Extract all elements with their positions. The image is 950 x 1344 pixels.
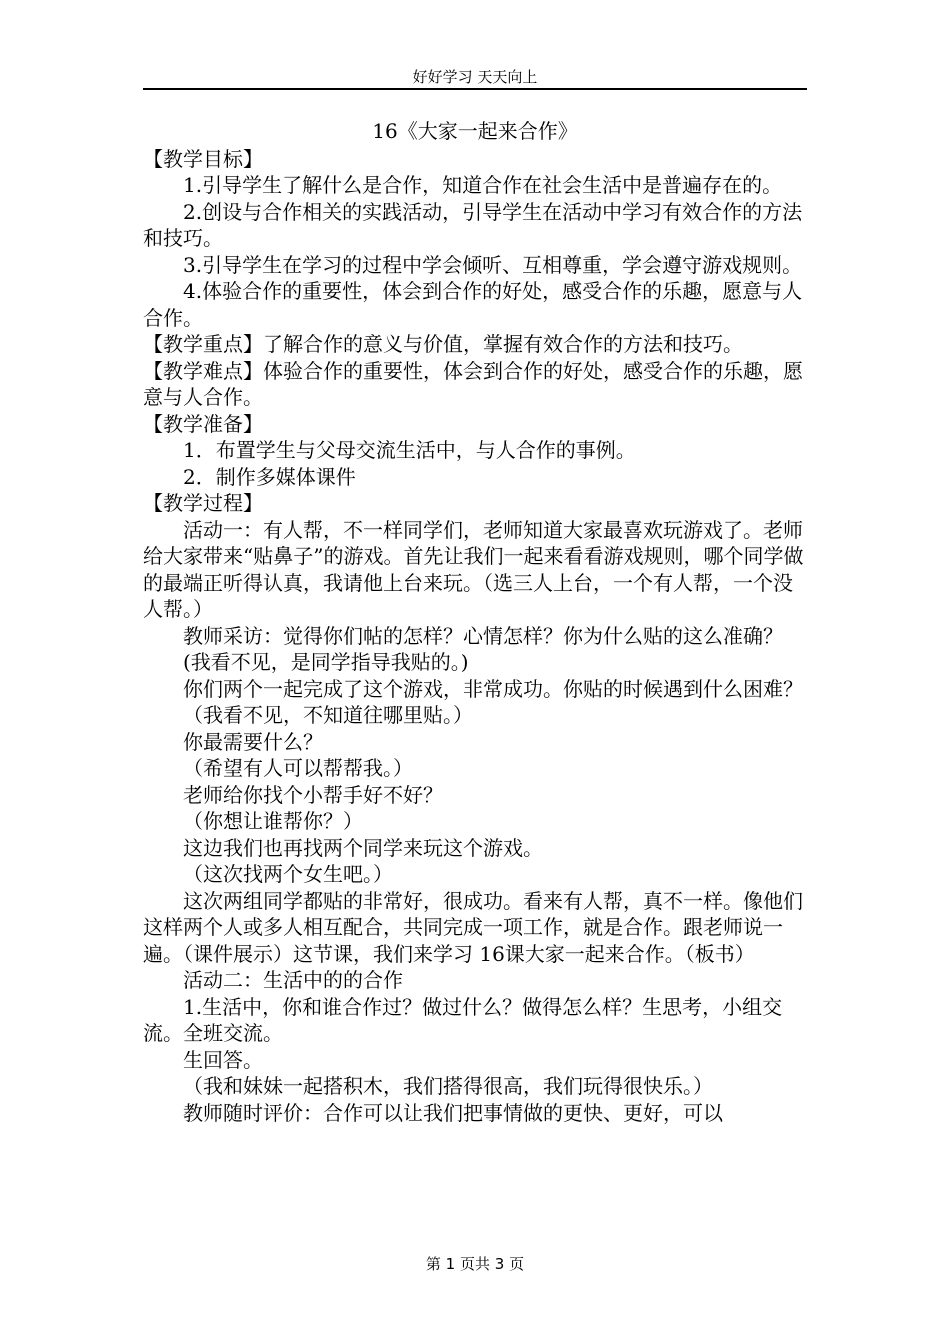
paragraph: （我和妹妹一起搭积木，我们搭得很高，我们玩得很快乐。） xyxy=(183,1074,713,1098)
paragraph: 【教学过程】 xyxy=(143,491,263,515)
paragraph: 【教学难点】体验合作的重要性，体会到合作的好处，感受合作的乐趣，愿意与人合作。 xyxy=(143,358,803,409)
paragraph: 活动一：有人帮，不一样同学们，老师知道大家最喜欢玩游戏了。老师给大家带来“贴鼻子”的游戏。首先让我们一起来看看游戏规则，哪个同学做的最端正听得认真，我请他上台来玩。（选三人上台，一个有人帮，一个没人帮。） xyxy=(143,517,804,621)
paragraph: 这边我们也再找两个同学来玩这个游戏。 xyxy=(183,835,543,860)
page-footer: 第 1 页共 3 页 xyxy=(425,1255,525,1273)
paragraph: 这次两组同学都贴的非常好，很成功。看来有人帮，真不一样。像他们这样两个人或多人相互配合，共同完成一项工作，就是合作。跟老师说一遍。（课件展示）这节课，我们来学习 16课大家一起来合作。（板书） xyxy=(143,888,803,966)
paragraph: 老师给你找个小帮手好不好？ xyxy=(183,782,443,807)
paragraph: 生回答。 xyxy=(183,1047,263,1072)
paragraph: 1.引导学生了解什么是合作，知道合作在社会生活中是普遍存在的。 xyxy=(183,173,783,197)
paragraph: (我看不见，是同学指导我贴的。) xyxy=(183,650,469,674)
paragraph: 【教学目标】 xyxy=(143,146,263,171)
document-title: 16《大家一起来合作》 xyxy=(372,119,578,143)
paragraph: 教师采访：觉得你们帖的怎样？心情怎样？你为什么贴的这么准确？ xyxy=(183,623,783,648)
paragraph: 2.创设与合作相关的实践活动，引导学生在活动中学习有效合作的方法和技巧。 xyxy=(143,199,803,250)
document-body xyxy=(143,118,807,1126)
paragraph: 你最需要什么？ xyxy=(183,729,323,754)
paragraph: 1．布置学生与父母交流生活中，与人合作的事例。 xyxy=(183,438,636,462)
paragraph: 【教学准备】 xyxy=(143,411,263,436)
paragraph: （你想让谁帮你？） xyxy=(183,809,363,833)
paragraph: （这次找两个女生吧。） xyxy=(183,862,393,886)
paragraph: 2．制作多媒体课件 xyxy=(183,464,356,489)
paragraph: 【教学重点】了解合作的意义与价值，掌握有效合作的方法和技巧。 xyxy=(143,332,743,356)
paragraph-list xyxy=(143,146,807,1127)
paragraph: 4.体验合作的重要性，体会到合作的好处，感受合作的乐趣，愿意与人合作。 xyxy=(143,279,803,330)
paragraph: 3.引导学生在学习的过程中学会倾听、互相尊重，学会遵守游戏规则。 xyxy=(183,252,803,277)
paragraph: 你们两个一起完成了这个游戏，非常成功。你贴的时候遇到什么困难？ xyxy=(183,676,803,701)
paragraph: 教师随时评价：合作可以让我们把事情做的更快、更好，可以 xyxy=(183,1100,723,1125)
paragraph: 活动二：生活中的的合作 xyxy=(183,968,403,992)
paragraph: （希望有人可以帮帮我。） xyxy=(183,756,413,780)
header-divider xyxy=(143,88,807,90)
page-header: 好好学习 天天向上 xyxy=(412,68,538,86)
paragraph: （我看不见，不知道往哪里贴。） xyxy=(183,703,473,727)
paragraph: 1.生活中，你和谁合作过？做过什么？做得怎么样？生思考，小组交流。全班交流。 xyxy=(143,994,783,1045)
